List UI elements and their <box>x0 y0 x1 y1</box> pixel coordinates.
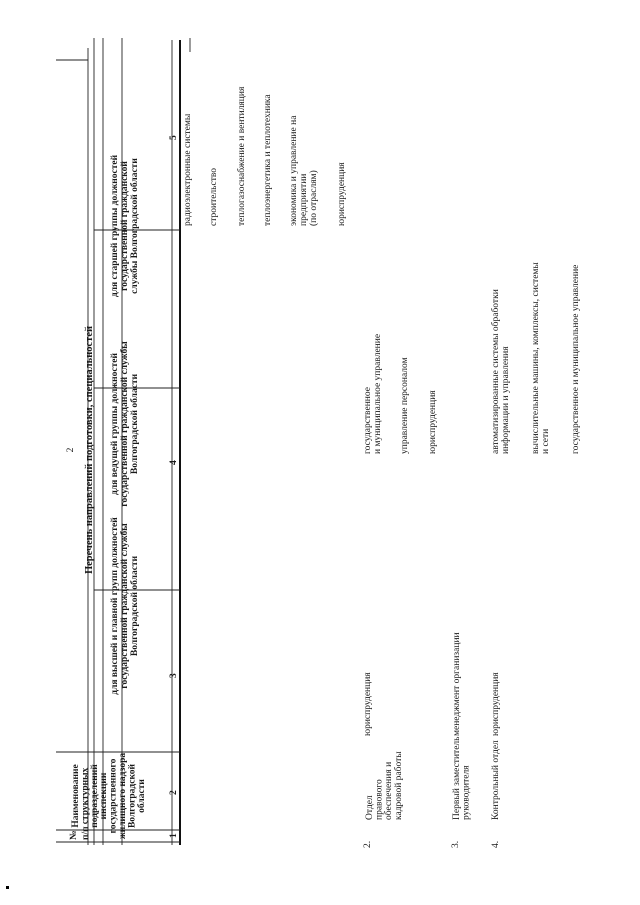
col5-specialty: экономика и управление на <box>289 115 299 226</box>
row-3-number: 3. <box>451 840 461 848</box>
col5-header-line: государственной гражданской <box>120 161 130 291</box>
col-name-header-line: подразделений <box>89 764 100 828</box>
col-name-header <box>71 753 147 840</box>
col-number-header: № <box>69 830 79 840</box>
col-num-3: 3 <box>169 673 179 678</box>
row-4-col3: юриспруденция <box>491 672 501 736</box>
row-3-name-line: руководителя <box>461 765 472 820</box>
specialty-item: государственное и муниципальное управление <box>571 264 581 454</box>
col4-header <box>109 341 140 507</box>
col-num-4: 4 <box>169 460 179 465</box>
row-2-name-line: Отдел <box>365 795 375 820</box>
col4-header-line: Волгоградской области <box>130 373 140 475</box>
row-4-col4 <box>490 262 581 454</box>
specialty-item: и сети <box>541 428 551 454</box>
specialty-item: вычислительные машины, комплексы, системы <box>531 262 541 454</box>
row-2-col4 <box>363 334 438 454</box>
scan-mark <box>6 886 9 889</box>
col-name-header-line: структурных <box>80 767 91 825</box>
col5-specialty: теплоэнергетика и теплотехника <box>263 94 273 226</box>
row-2-name <box>365 751 404 820</box>
col-name-header-line: области <box>136 779 147 813</box>
col5-specialty: предприятии <box>299 173 309 226</box>
row-2-number: 2. <box>363 840 373 848</box>
specialty-item: информации и управления <box>501 346 511 454</box>
col3-header <box>109 517 140 695</box>
group-title: Перечень направлений подготовки, специальностей <box>84 325 95 575</box>
col-num-1: 1 <box>169 833 179 838</box>
row-2-name-line: кадровой работы <box>393 751 404 820</box>
col-name-header-line: жилищного надзора <box>118 752 128 840</box>
col5-header-line: для старшей группы должностей <box>110 154 120 298</box>
row-3-name <box>451 736 472 820</box>
col5-specialty: радиоэлектронные системы <box>183 113 193 226</box>
specialty-item: автоматизированные системы обработки <box>491 289 501 454</box>
col3-header-line: государственной гражданской службы <box>120 523 130 689</box>
col3-header-line: Волгоградской области <box>130 555 140 657</box>
specialty-item: государственное <box>363 387 373 454</box>
row-2-name-line: обеспечения и <box>384 761 395 820</box>
col4-header-line: для ведущей группы должностей <box>110 353 120 495</box>
col3-header-line: для высшей и главной групп должностей <box>110 517 120 695</box>
col5-header-line: службы Волгоградской области <box>130 158 140 294</box>
row-4-number: 4. <box>491 840 501 848</box>
col4-header-line: государственной гражданской службы <box>120 341 130 507</box>
specialty-item: и муниципальное управление <box>373 333 383 454</box>
col-name-header-line: Волгоградской <box>127 763 138 829</box>
col-name-header-line: Наименование <box>71 764 81 828</box>
specialty-item: управление персоналом <box>400 357 410 454</box>
row-3-col3: менеджмент организации <box>452 632 462 736</box>
row-3-name-line: Первый заместитель <box>452 736 462 820</box>
row-2-name-line: правового <box>374 779 385 820</box>
col-number-subheader: п/п <box>81 826 91 840</box>
col-name-header-line: инспекции <box>99 772 110 820</box>
col-num-2: 2 <box>169 790 179 795</box>
col5-specialty: теплогазоснабжение и вентиляция <box>237 86 247 226</box>
col-name-header-line: государственного <box>108 758 119 834</box>
row-2-col3: юриспруденция <box>363 672 373 736</box>
col5-specialty: строительство <box>209 167 219 226</box>
page-number: 2 <box>66 447 76 453</box>
row-4-name: Контрольный отдел <box>491 740 501 820</box>
specialty-item: юриспруденция <box>428 390 438 454</box>
col-num-5: 5 <box>169 135 179 140</box>
col5-specialty: (по отраслям) <box>309 170 319 226</box>
col5-header <box>109 154 140 297</box>
top-row-col5-list <box>183 86 347 226</box>
col5-specialty: юриспруденция <box>337 162 347 226</box>
